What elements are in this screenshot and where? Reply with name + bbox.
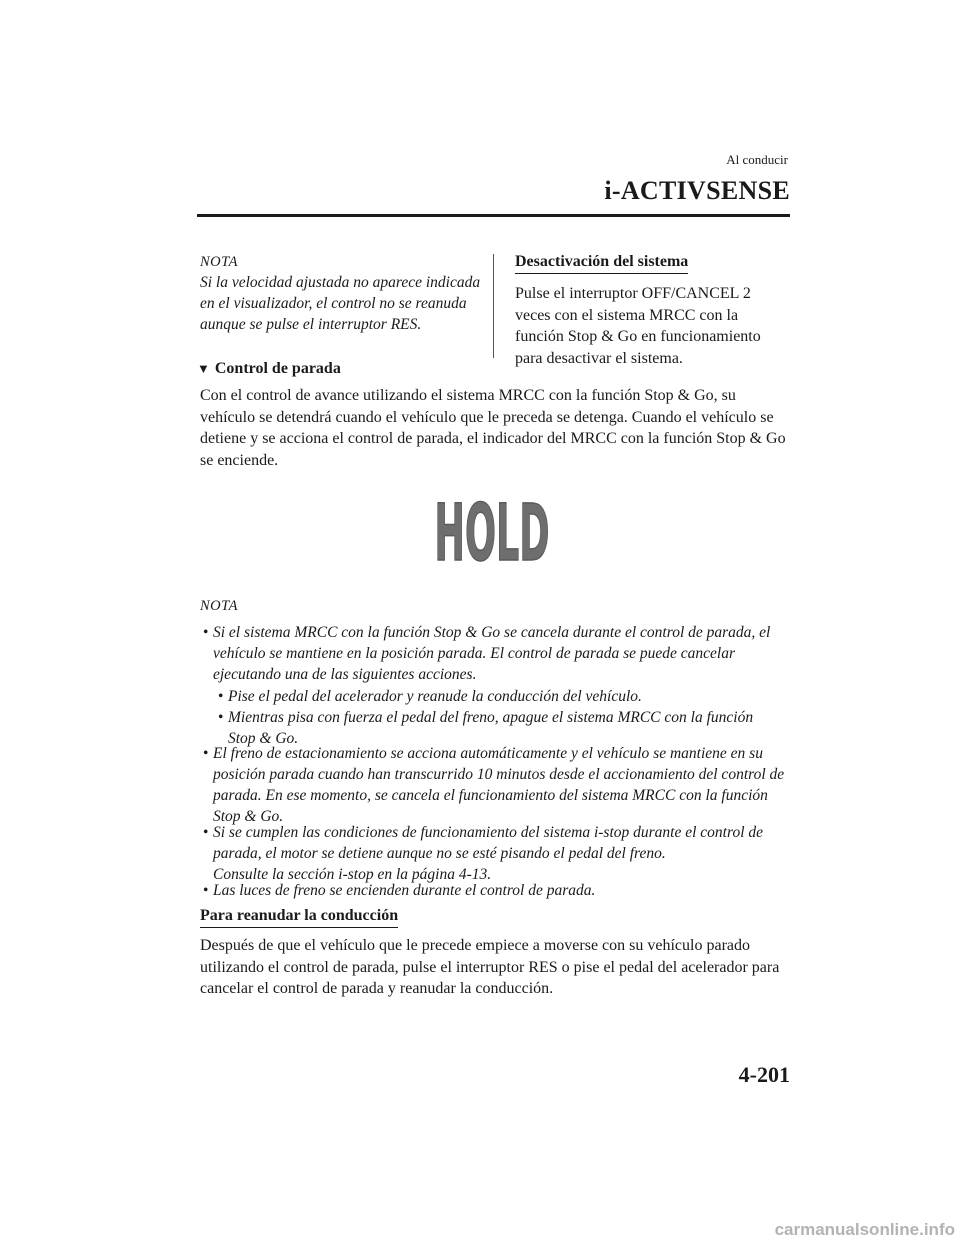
note2-item-text: Las luces de freno se encienden durante el control de parada. xyxy=(213,882,596,899)
bullet-icon: • xyxy=(203,745,209,762)
note2-item-reference: Consulte la sección i-stop en la página 4-13. xyxy=(213,866,492,883)
hold-indicator-icon xyxy=(420,480,565,579)
note2-item xyxy=(203,743,791,827)
hold-indicator-text: HOLD xyxy=(434,488,550,579)
header-rule xyxy=(197,214,790,217)
left-note xyxy=(200,252,485,335)
note2-item xyxy=(203,822,791,885)
bullet-icon: • xyxy=(203,624,209,641)
section-heading xyxy=(197,358,341,380)
note-label: NOTA xyxy=(200,254,238,270)
resume-paragraph: Después de que el vehículo que le precede empiece a moverse con su vehículo parado utilizando el control de parada, pulse el interruptor RES o pise el pedal del acelerador para cancelar el control de parada y reanudar la conducción. xyxy=(200,937,780,997)
bullet-icon: • xyxy=(203,824,209,841)
section-title: Control de parada xyxy=(214,360,341,377)
header-title: i-ACTIVSENSE xyxy=(604,176,790,205)
note2-subitem-text: Pise el pedal del acelerador y reanude la conducción del vehículo. xyxy=(228,688,642,705)
note2-item xyxy=(203,880,791,901)
note2-item xyxy=(203,622,793,685)
header-section-label: Al conducir xyxy=(726,152,788,167)
note2-label: NOTA xyxy=(200,598,238,614)
deactivation-text: Pulse el interruptor OFF/CANCEL 2 veces con el sistema MRCC con la función Stop & Go en funcionamiento para desactivar el sistema. xyxy=(515,285,761,367)
triangle-marker-icon: ▼ xyxy=(197,361,210,376)
note2-subitem xyxy=(218,686,793,707)
note2-item-text: Si se cumplen las condiciones de funcionamiento del sistema i-stop durante el control de parada, el motor se detiene aunque no se esté pisando el pedal del freno. xyxy=(213,824,764,862)
watermark: carmanualsonline.info xyxy=(774,1220,955,1239)
section-paragraph: Con el control de avance utilizando el sistema MRCC con la función Stop & Go, su vehículo se detendrá cuando el vehículo que le preceda se detenga. Cuando el vehículo se detiene y se acciona el control de parada, el indicador del MRCC con la función Stop & Go se enciende. xyxy=(200,387,786,469)
note2-subitem-text: Mientras pisa con fuerza el pedal del freno, apague el sistema MRCC con la función Stop & Go. xyxy=(228,709,754,747)
page-number: 4-201 xyxy=(738,1062,790,1087)
note2-item-text: Si el sistema MRCC con la función Stop & Go se cancela durante el control de parada, el vehículo se mantiene en la posición parada. El control de parada se puede cancelar ejecutando una de las siguientes acciones. xyxy=(213,624,771,683)
bullet-icon: • xyxy=(218,709,224,726)
bullet-icon: • xyxy=(203,882,209,899)
deactivation-block xyxy=(515,252,790,369)
resume-heading: Para reanudar la conducción xyxy=(200,906,398,928)
column-divider xyxy=(493,254,494,358)
note2-item-text: El freno de estacionamiento se acciona automáticamente y el vehículo se mantiene en su posición parada cuando han transcurrido 10 minutos desde el accionamiento del control de parada. En ese momento, se cancela el funcionamiento del sistema MRCC con la función Stop & Go. xyxy=(213,745,785,825)
note-text: Si la velocidad ajustada no aparece indicada en el visualizador, el control no se reanuda aunque se pulse el interruptor RES. xyxy=(200,274,481,333)
deactivation-heading: Desactivación del sistema xyxy=(515,252,688,274)
bullet-icon: • xyxy=(218,688,224,705)
